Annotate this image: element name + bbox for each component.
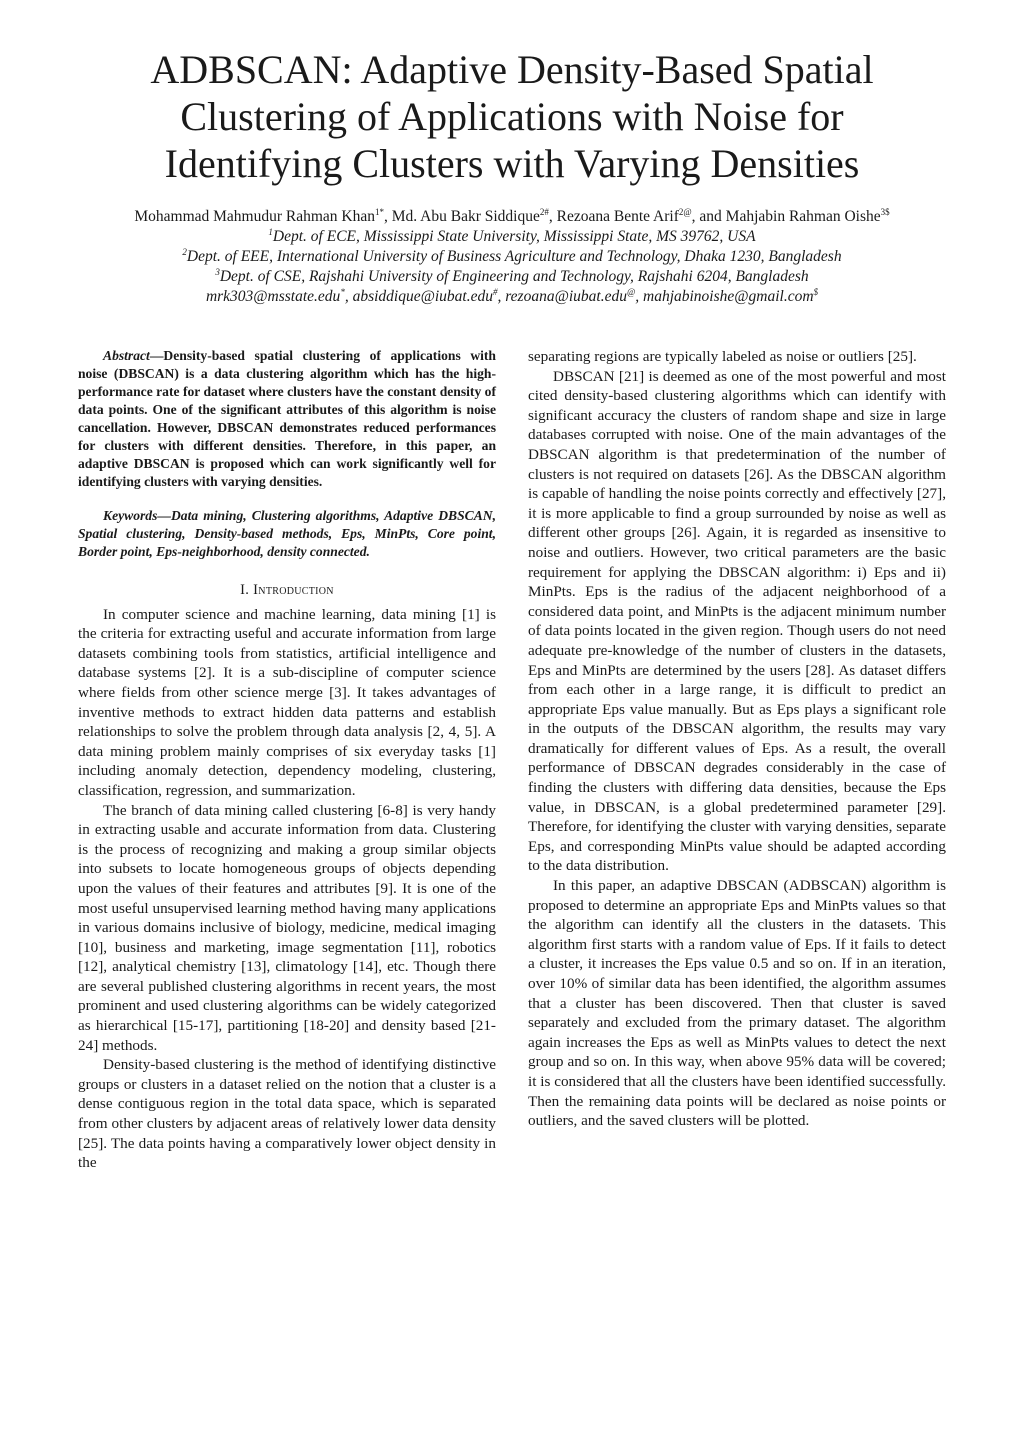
email-4: , mahjabinoishe@gmail.com: [635, 288, 814, 305]
affiliation-1-text: Dept. of ECE, Mississippi State University, Mississippi State, MS 39762, USA: [272, 228, 756, 245]
title-line-3: Identifying Clusters with Varying Densities: [164, 141, 860, 186]
email-1: mrk303@msstate.edu: [205, 288, 341, 305]
author-4: , and Mahjabin Rahman Oishe: [691, 208, 881, 225]
body-paragraph: The branch of data mining called clustering [6-8] is very handy in extracting usable and accurate information from data. Clustering is the process of recognizing and making a group similar objects into subsets to locate homogeneous groups of objects depending upon the values of their features and attributes [9]. It is one of the most useful unsupervised learning method having many applications in various domains inclusive of biology, medicine, medical imaging [10], business and marketing, image segmentation [11], robotics [12], analytical chemistry [13], climatology [14], etc. Though there are several published clustering algorithms in recent years, the most prominent and used clustering algorithms can be widely categorized as hierarchical [15-17], partitioning [18-20] and density based [21-24] methods.: [78, 801, 496, 1054]
author-4-mark: 3$: [880, 206, 890, 217]
section-number: I.: [240, 582, 250, 598]
title-line-1: ADBSCAN: Adaptive Density-Based Spatial: [150, 47, 874, 92]
author-1: Mohammad Mahmudur Rahman Khan: [134, 208, 375, 225]
email-3-mark: @: [626, 286, 636, 297]
left-column: [78, 347, 496, 1173]
author-block: [40, 207, 984, 307]
body-paragraph: In computer science and machine learning, data mining [1] is the criteria for extracting useful and accurate information from large datasets combining tools from statistics, artificial intelligence and database systems [2]. It is a sub-discipline of computer science where fields from other science merge [3]. It takes advantages of inventive methods to extract hidden data patterns and establish relationships to solve the problem through data analysis [2, 4, 5]. A data mining problem mainly comprises of six everyday tasks [1] including anomaly detection, dependency modeling, clustering, classification, regression, and summarization.: [78, 605, 496, 799]
author-3: , Rezoana Bente Arif: [548, 208, 679, 225]
author-emails: [40, 287, 984, 307]
author-3-mark: 2@: [678, 206, 692, 217]
abstract-lead: Abstract: [103, 348, 150, 363]
author-list: [40, 207, 984, 227]
abstract: [78, 347, 496, 491]
keywords: Keywords—Data mining, Clustering algorithms, Adaptive DBSCAN, Spatial clustering, Density-based methods, Eps, MinPts, Core point, Border point, Eps-neighborhood, density connected.: [78, 508, 496, 559]
affiliation-3-text: Dept. of CSE, Rajshahi University of Engineering and Technology, Rajshahi 6204, Bangladesh: [219, 268, 809, 285]
email-4-mark: $: [813, 286, 819, 297]
body-paragraph: DBSCAN [21] is deemed as one of the most powerful and most cited density-based clustering algorithms which can identify with significant accuracy the clusters of random shape and size in large databases corrupted with noise. One of the main advantages of the DBSCAN algorithm is that predetermination of the number of clusters is not required on datasets [26]. As the DBSCAN algorithm is capable of handling the noise points correctly and effectively [27], it is more applicable to find a group surrounded by noise as well as different other groups [26]. Again, it is regarded as insensitive to noise and outliers. However, two critical parameters are the basic requirement for applying the DBSCAN algorithm: i) Eps and ii) MinPts. Eps is the radius of the adjacent neighborhood of a considered data point, and MinPts is the adjacent minimum number of data points located in the given region. Though users do not need adequate pre-knowledge of the number of clusters in the datasets, Eps and MinPts are determined by the users [28]. As dataset differs from each other in a large range, it is difficult to predict an appropriate Eps value manually. But as Eps plays a significant role in the outputs of the DBSCAN algorithm, the results may vary dramatically for different values of Eps. As a result, the overall performance of DBSCAN degrades considerably in the case of finding the clusters with differing data densities, because the Eps value, in DBSCAN, is a global predetermined parameter [29]. Therefore, for identifying the cluster with varying densities, separate Eps, and corresponding MinPts value should be adapted according to the data distribution.: [528, 367, 946, 875]
author-1-mark: 1*: [375, 206, 384, 217]
right-column: [528, 347, 946, 1131]
affiliation-2-text: Dept. of EEE, International University of Business Agriculture and Technology, Dhaka 1230, Bangladesh: [186, 248, 842, 265]
affiliation-3-mark: 3: [215, 266, 220, 277]
title-line-2: Clustering of Applications with Noise for: [180, 94, 844, 139]
body-paragraph: Density-based clustering is the method of identifying distinctive groups or clusters in a dataset relied on the notion that a cluster is a dense contiguous region in the total data space, which is separated from other clusters by adjacent areas of relatively lower data density [25]. The data points having a comparatively lower object density in the: [78, 1056, 496, 1172]
author-2: , Md. Abu Bakr Siddique: [384, 208, 540, 225]
abstract-body: —Density-based spatial clustering of applications with noise (DBSCAN) is a data clustering algorithm which has the high-performance rate for dataset where clusters have the constant density of data points. One of the significant attributes of this algorithm is noise cancellation. However, DBSCAN demonstrates reduced performances for clusters with different densities. Therefore, in this paper, an adaptive DBSCAN is proposed which can work significantly well for identifying clusters with varying densities.: [78, 348, 496, 489]
body-paragraph: In this paper, an adaptive DBSCAN (ADBSCAN) algorithm is proposed to determine an appropriate Eps and MinPts values so that the algorithm can identify all the clusters in the datasets. This algorithm first starts with a random value of Eps. If it fails to detect a cluster, it increases the Eps value 0.5 and so on. If in an iteration, over 10% of similar data has been identified, the algorithm assumes that a cluster has been discovered. Then that cluster is saved separately and excluded from the primary dataset. The algorithm again increases the Eps as well as MinPts values to detect the next group and so on. In this way, when above 95% data will be covered; it is considered that all the clusters have been identified successfully. Then the remaining data points will be declared as noise points or outliers, and the saved clusters will be plotted.: [528, 877, 946, 1130]
affiliation-3: [40, 267, 984, 287]
section-title: Introduction: [253, 582, 334, 598]
author-2-mark: 2#: [539, 206, 549, 217]
paper-title: [60, 46, 964, 187]
affiliation-2: [40, 247, 984, 267]
email-2-mark: #: [492, 286, 498, 297]
email-3: , rezoana@iubat.edu: [497, 288, 627, 305]
email-1-mark: *: [340, 286, 345, 297]
body-paragraph: separating regions are typically labeled as noise or outliers [25].: [528, 348, 917, 365]
affiliation-1: [40, 227, 984, 247]
email-2: , absiddique@iubat.edu: [344, 288, 493, 305]
affiliation-1-mark: 1: [268, 226, 273, 237]
section-heading-introduction: [78, 581, 496, 601]
affiliation-2-mark: 2: [182, 246, 187, 257]
